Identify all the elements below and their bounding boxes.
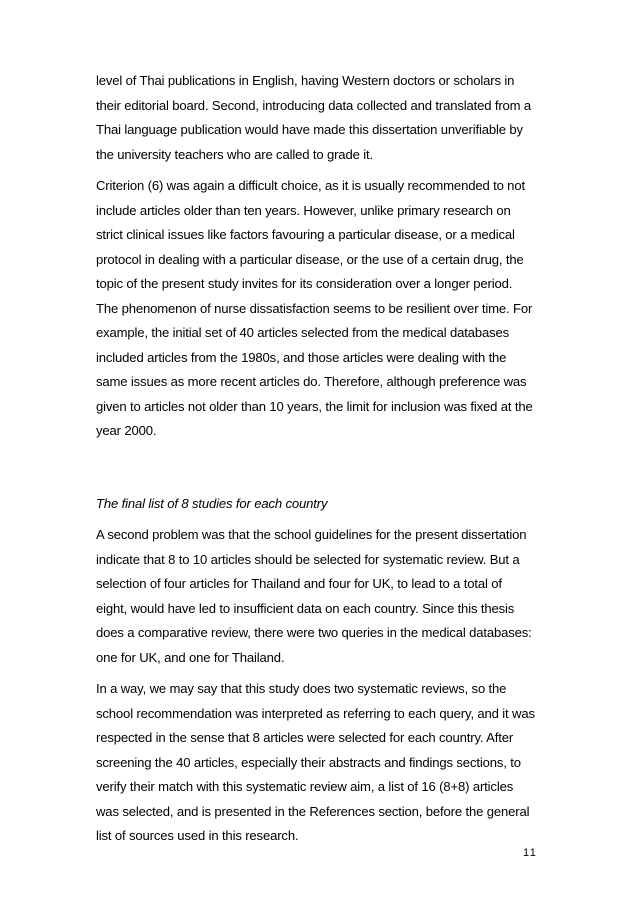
- text-line: school recommendation was interpreted as referring to each query, and it was: [96, 705, 535, 721]
- text-line: eight, would have led to insufficient data on each country. Since this thesis: [96, 600, 515, 616]
- text-line: the university teachers who are called to grade it.: [96, 146, 373, 162]
- text-line: protocol in dealing with a particular disease, or the use of a certain drug, the: [96, 251, 524, 267]
- text-line: In a way, we may say that this study does two systematic reviews, so the: [96, 681, 507, 696]
- text-line: A second problem was that the school guidelines for the present dissertation: [96, 527, 527, 542]
- text-line: verify their match with this systematic review aim, a list of 16 (8+8) articles: [96, 779, 514, 794]
- section-heading: The final list of 8 studies for each country: [96, 495, 328, 511]
- text-line: given to articles not older than 10 years, the limit for inclusion was fixed at the: [96, 398, 533, 414]
- text-line: Criterion (6) was again a difficult choice, as it is usually recommended to not: [96, 178, 525, 193]
- text-line: selection of four articles for Thailand and four for UK, to lead to a total of: [96, 576, 502, 591]
- text-line: screening the 40 articles, especially their abstracts and findings sections, to: [96, 754, 521, 770]
- text-line: same issues as more recent articles do. Therefore, although preference was: [96, 374, 527, 389]
- text-line: include articles older than ten years. However, unlike primary research on: [96, 202, 511, 218]
- text-line: respected in the sense that 8 articles were selected for each country. After: [96, 730, 514, 745]
- page-body: [96, 69, 546, 849]
- text-line: one for UK, and one for Thailand.: [96, 649, 285, 665]
- text-line: example, the initial set of 40 articles selected from the medical databases: [96, 325, 510, 340]
- paragraph-criterion-6: [96, 174, 546, 444]
- paragraph-second-problem: [96, 523, 546, 670]
- text-line: strict clinical issues like factors favouring a particular disease, or a medical: [96, 227, 515, 242]
- text-line: The phenomenon of nurse dissatisfaction seems to be resilient over time. For: [96, 300, 533, 316]
- text-line: was selected, and is presented in the References section, before the general: [96, 803, 530, 819]
- text-line: list of sources used in this research.: [96, 828, 299, 843]
- text-line: included articles from the 1980s, and those articles were dealing with the: [96, 349, 507, 365]
- text-line: Thai language publication would have made this dissertation unverifiable by: [96, 122, 523, 137]
- page-number: 11: [523, 847, 538, 859]
- paragraph-thai-publications: [96, 69, 546, 167]
- text-line: year 2000.: [96, 423, 157, 438]
- text-line: indicate that 8 to 10 articles should be selected for systematic review. But a: [96, 551, 520, 567]
- text-line: does a comparative review, there were two queries in the medical databases:: [96, 625, 532, 640]
- paragraph-two-reviews: [96, 677, 546, 849]
- text-line: level of Thai publications in English, having Western doctors or scholars in: [96, 73, 515, 88]
- text-line: their editorial board. Second, introducing data collected and translated from a: [96, 97, 532, 113]
- text-line: topic of the present study invites for its consideration over a longer period.: [96, 276, 513, 291]
